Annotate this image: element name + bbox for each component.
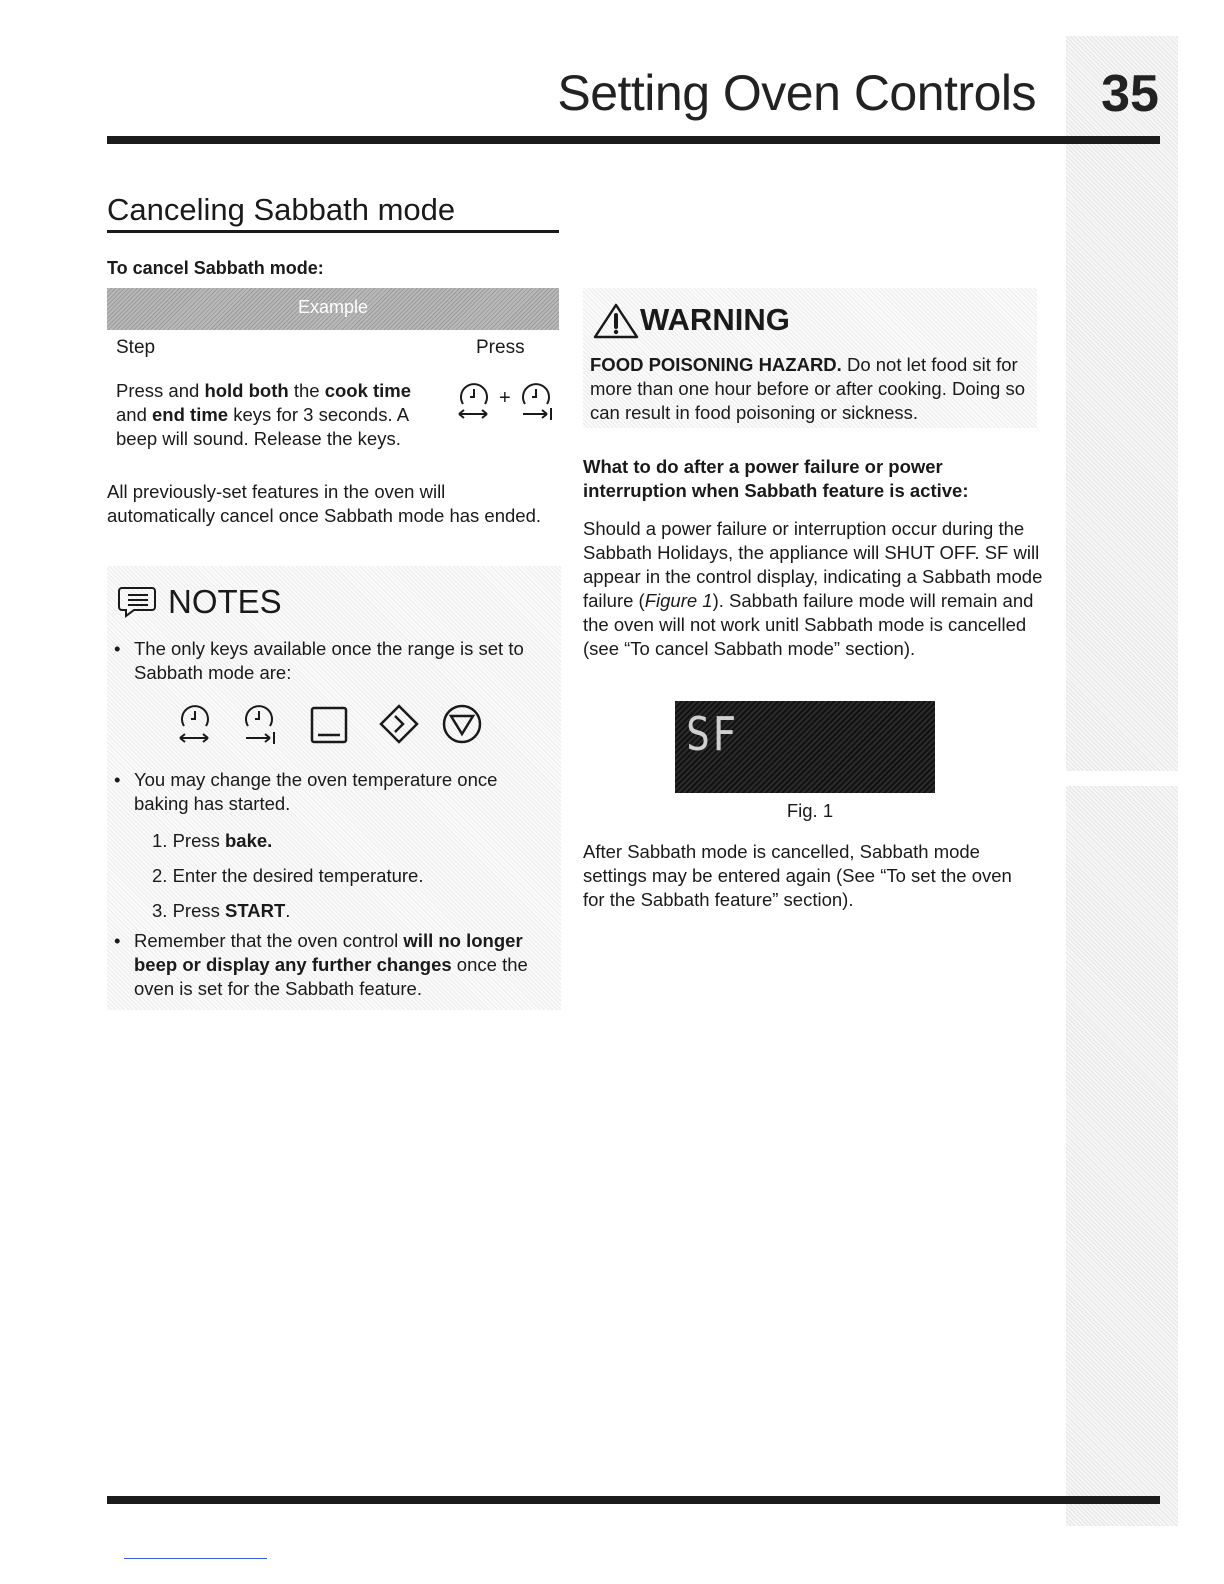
section-title: Canceling Sabbath mode [107,192,456,227]
note-step-2: 2. Enter the desired temperature. [152,865,424,886]
warning-text: FOOD POISONING HAZARD. Do not let food sit for more than one hour before or after cooking. Doing so can result in food poisoning or sickness. [590,354,1026,423]
start-key-icon [381,706,417,742]
end-time-icon [523,384,551,420]
plus-sign: + [499,387,511,409]
notes-title: NOTES [168,583,282,620]
note-item-1: • The only keys available once the range is set to Sabbath mode are: [114,638,524,683]
power-failure-text: Should a power failure or interruption occur during the Sabbath Holidays, the appliance will SHUT OFF. SF will appear in the control display, indicating a Sabbath mode failure (Figure 1). Sabbath failure mode will remain and the oven will not work unitl Sabbath mode is cancelled (see “To cancel Sabbath mode” section). [583,518,1043,659]
header-rule [107,136,1160,144]
cook-time-icon [459,384,487,418]
figure-caption: Fig. 1 [786,800,834,821]
side-tab-top [1066,36,1178,771]
cook-time-icon [180,706,208,742]
after-cancel-text: After Sabbath mode is cancelled, Sabbath mode settings may be entered again (See “To set the oven for the Sabbath feature” section). [583,841,1012,910]
cancel-key-icon [444,706,480,742]
page-title: Setting Oven Controls [557,65,1036,121]
note-step-3: 3. Press START. [152,900,291,921]
warning-triangle-icon [592,302,640,340]
bake-key-icon [312,708,346,742]
paragraph-features-cancel: All previously-set features in the oven will automatically cancel once Sabbath mode has ended. [107,481,542,526]
note-step-1: 1. Press bake. [152,830,273,851]
example-press-header: Press [476,337,525,358]
side-tab-bottom [1066,786,1178,1526]
section-rule [107,230,559,233]
example-instruction: Press and hold both the cook time and end time keys for 3 seconds. A beep will sound. Release the keys. [116,380,412,449]
note-item-3: • Remember that the oven control will no longer beep or display any further changes once the oven is set for the Sabbath feature. [114,930,528,999]
display-sf-code: SF [686,708,739,762]
notes-icon [118,584,158,618]
warning-title: WARNING [640,302,790,337]
sabbath-keys-row [176,702,486,750]
example-step-header: Step [116,337,156,358]
subhead: To cancel Sabbath mode: [107,258,324,278]
example-keys [455,382,559,426]
page-number: 35 [1101,65,1159,123]
end-time-icon [246,706,274,744]
footer-rule [107,1496,1160,1504]
example-bar: Example [107,288,559,330]
footer-link-line [124,1558,267,1559]
note-item-2: • You may change the oven temperature once baking has started. [114,769,498,814]
power-failure-heading: What to do after a power failure or power interruption when Sabbath feature is active: [583,456,969,501]
